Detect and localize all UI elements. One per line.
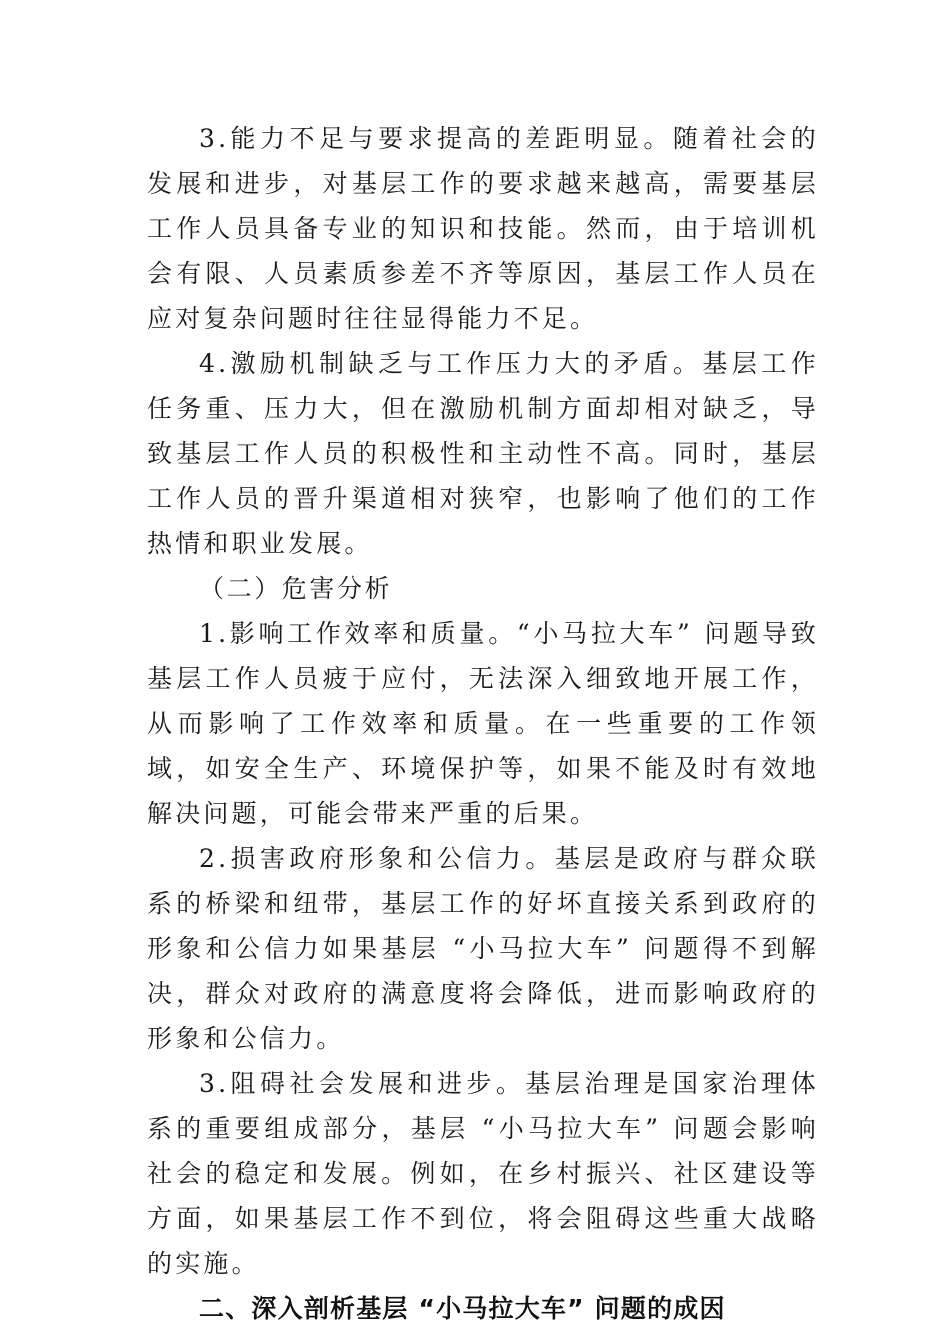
paragraph-incentive-mechanism: 4.激励机制缺乏与工作压力大的矛盾。基层工作任务重、压力大，但在激励机制方面却相对缺乏，导致基层工作人员的积极性和主动性不高。同时，基层工作人员的晋升渠道相对狭窄，也影响了他们的工作热情和职业发展。 xyxy=(147,349,819,558)
section-subheading-harm-analysis: （二）危害分析 xyxy=(199,574,393,603)
paragraph-social-development: 3.阻碍社会发展和进步。基层治理是国家治理体系的重要组成部分，基层 “小马拉大车” 问题会影响社会的稳定和发展。例如，在乡村振兴、社区建设等方面，如果基层工作不到位，将会阻碍这些重大战略的实施。 xyxy=(147,1069,819,1278)
section-heading-causes: 二、深入剖析基层 “小马拉大车” 问题的成因 xyxy=(199,1294,726,1323)
document-page xyxy=(147,116,819,1331)
paragraph-government-image: 2.损害政府形象和公信力。基层是政府与群众联系的桥梁和纽带，基层工作的好坏直接关系到政府的形象和公信力如果基层 “小马拉大车” 问题得不到解决，群众对政府的满意度将会降低，进而影响政府的形象和公信力。 xyxy=(147,844,819,1053)
paragraph-work-efficiency: 1.影响工作效率和质量。“小马拉大车” 问题导致基层工作人员疲于应付，无法深入细致地开展工作，从而影响了工作效率和质量。在一些重要的工作领域，如安全生产、环境保护等，如果不能及时有效地解决问题，可能会带来严重的后果。 xyxy=(147,619,819,828)
paragraph-capability-gap: 3.能力不足与要求提高的差距明显。随着社会的发展和进步，对基层工作的要求越来越高，需要基层工作人员具备专业的知识和技能。然而，由于培训机会有限、人员素质参差不齐等原因，基层工作人员在应对复杂问题时往往显得能力不足。 xyxy=(147,124,819,333)
